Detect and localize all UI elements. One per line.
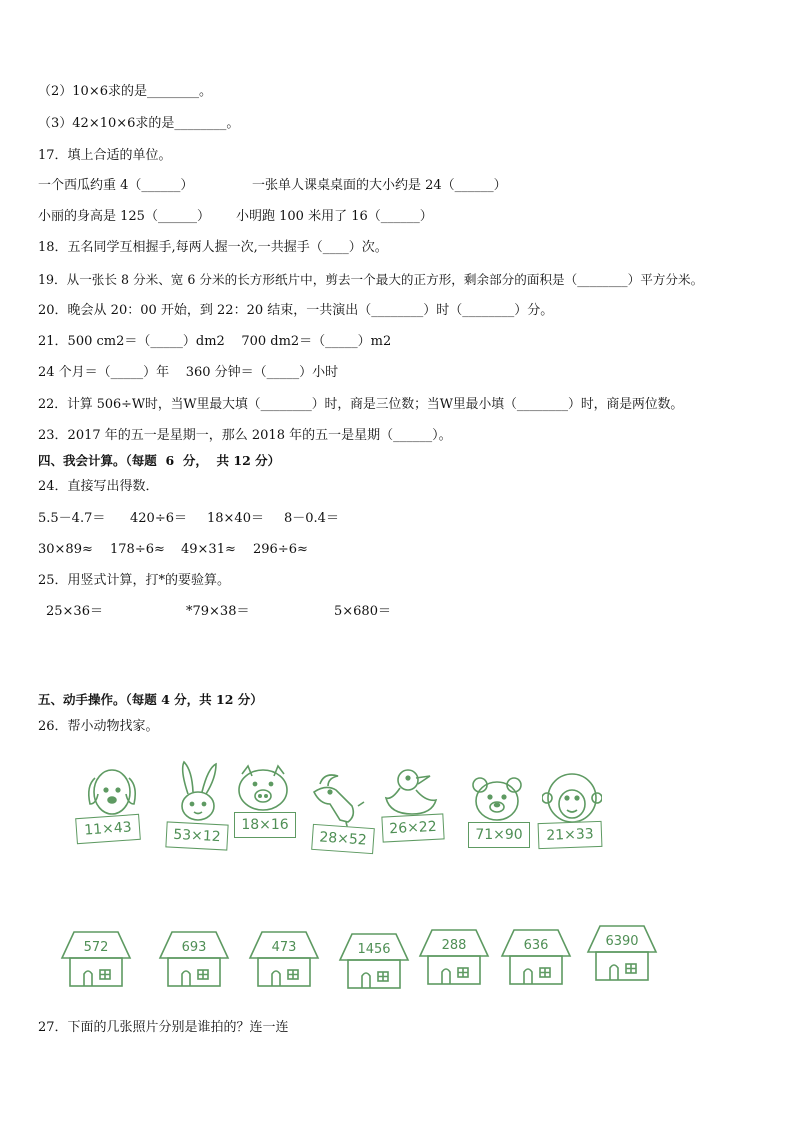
house-473 [248,930,320,988]
section-4-heading: 四、我会计算。（每题 6 分， 共 12 分） [38,453,281,468]
section-5-heading: 五、动手操作。（每题 4 分，共 12 分） [38,692,263,707]
q20: 20．晚会从 20：00 开始，到 22：20 结束，一共演出（________）时（________）分。 [38,303,554,318]
house-number: 473 [271,940,297,955]
calc-1: 5.5－4.7＝ [38,511,106,526]
q21-line1: 21．500 cm2＝（_____）dm2 700 dm2＝（_____）m2 [38,334,392,349]
q22: 22．计算 506÷W时，当W里最大填（________）时，商是三位数；当W里最小填（________）时，商是两位数。 [38,397,684,412]
bear-card: 71×90 [468,822,530,848]
q19: 19．从一张长 8 分米、宽 6 分米的长方形纸片中，剪去一个最大的正方形，剩余部分的面积是（________）平方分米。 [38,272,704,287]
q16-part3: （3）42×10×6求的是________。 [38,116,240,131]
house-number: 693 [181,940,207,955]
q18: 18．五名同学互相握手,每两人握一次,一共握手（____）次。 [38,240,388,255]
vertical-calc-1: 25×36＝ [46,604,103,619]
q21-line2: 24 个月＝（_____）年 360 分钟＝（_____）小时 [38,365,339,380]
q17-item-d: 小明跑 100 米用了 16（______） [236,209,433,224]
calc-3: 18×40＝ [207,511,264,526]
q26-title: 26．帮小动物找家。 [38,719,159,734]
bear-illustration [470,775,524,823]
house-6390 [586,924,658,982]
duck-illustration [380,764,444,820]
vertical-calc-2: *79×38＝ [186,604,250,619]
q17-item-b: 一张单人课桌桌面的大小约是 24（______） [252,178,507,193]
pig-illustration [234,764,292,814]
house-number: 572 [83,940,109,955]
calc-7: 49×31≈ [181,542,236,557]
dog-card: 11×43 [75,814,141,844]
calc-5: 30×89≈ [38,542,93,557]
q25-title: 25．用竖式计算，打*的要验算。 [38,573,231,588]
q16-part2: （2）10×6求的是________。 [38,84,212,99]
pig-card: 18×16 [234,812,296,838]
vertical-calc-3: 5×680＝ [334,604,391,619]
house-number: 1456 [357,942,391,957]
house-number: 6390 [605,934,639,949]
monkey-illustration [542,770,602,826]
goat-illustration [306,770,368,832]
q23: 23．2017 年的五一是星期一，那么 2018 年的五一是星期（______）。 [38,428,452,443]
q17-item-a: 一个西瓜约重 4（______） [38,178,194,193]
duck-card: 26×22 [381,813,444,842]
house-636 [500,928,572,986]
house-number: 636 [523,938,549,953]
house-572 [60,930,132,988]
house-693 [158,930,230,988]
q17-item-c: 小丽的身高是 125（______） [38,209,210,224]
calc-4: 8－0.4＝ [284,511,339,526]
q27-title: 27．下面的几张照片分别是谁拍的？连一连 [38,1020,289,1035]
q17-title: 17．填上合适的单位。 [38,148,172,163]
calc-8: 296÷6≈ [253,542,308,557]
house-288 [418,928,490,986]
q24-title: 24．直接写出得数． [38,479,159,494]
goat-card: 28×52 [311,824,375,854]
house-number: 288 [441,938,467,953]
calc-2: 420÷6＝ [130,511,187,526]
house-1456 [338,932,410,990]
dog-illustration [82,764,142,820]
monkey-card: 21×33 [538,821,603,849]
rabbit-card: 53×12 [165,821,228,850]
calc-6: 178÷6≈ [110,542,165,557]
